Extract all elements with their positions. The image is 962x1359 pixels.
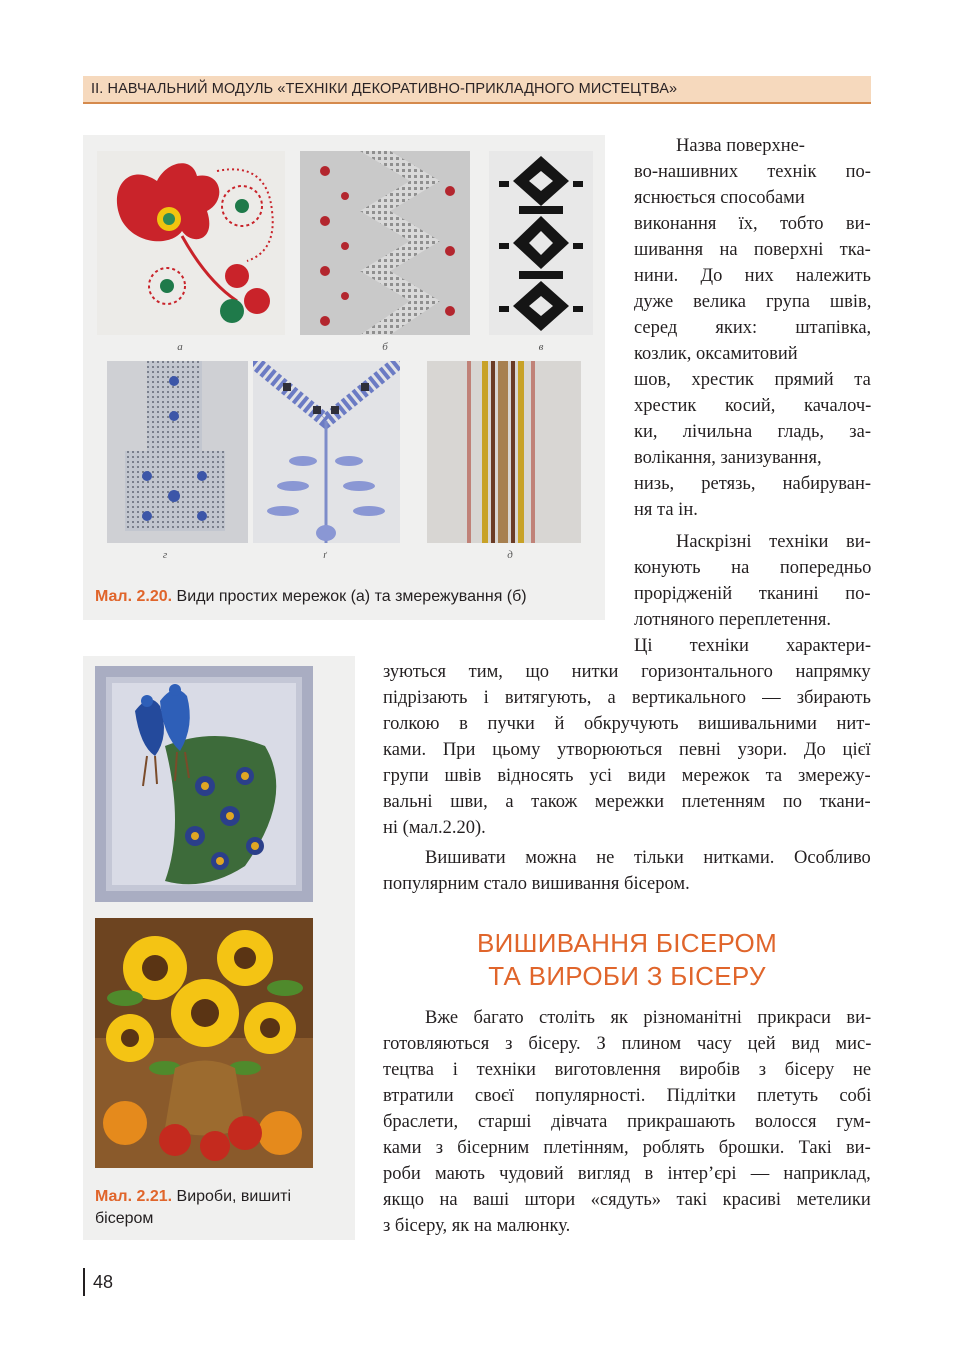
beadwork-peacock-image	[95, 666, 313, 902]
figure-2-20	[83, 135, 605, 620]
page-number: 48	[83, 1268, 113, 1296]
panel-label-e: ґ	[323, 549, 327, 561]
section-heading-line2: ТА ВИРОБИ З БІСЕРУ	[488, 961, 766, 991]
figure-2-20-label: Мал. 2.20.	[95, 588, 173, 605]
section-heading-line1: ВИШИВАННЯ БІСЕРОМ	[476, 928, 778, 958]
text-line: хрестик косий, качалоч-	[634, 396, 872, 416]
text-line: низь, ретязь, набируван-	[634, 474, 872, 494]
embroidery-image-d	[107, 361, 248, 543]
text-line: підрізають і витягують, а вертикального — збирають	[383, 688, 871, 708]
text-line: проріджeній тканині по-	[634, 584, 871, 604]
figure-2-21-caption	[95, 1186, 345, 1230]
text-line: виконання їх, тобто ви-	[634, 214, 871, 234]
text-line: тецтва і техніки виготовлення виробів з бісеру не	[383, 1060, 872, 1080]
text-line: волікання, занизування,	[634, 448, 822, 468]
figure-2-20-caption-text: Види простих мережок (а) та змережування (б)	[176, 588, 527, 605]
text-line: конують на попередньо	[634, 558, 872, 578]
text-line: з бісеру, як на малюнку.	[383, 1216, 571, 1236]
text-line: голкою в пучки й обкручують вишивальними нит-	[383, 714, 871, 734]
text-line: готовляються з бісеру. З плином часу цей вид мис-	[383, 1034, 872, 1054]
figure-2-21-label: Мал. 2.21.	[95, 1188, 173, 1205]
embroidery-image-f	[427, 361, 581, 543]
text-line: Наскрізні техніки ви-	[676, 532, 871, 552]
panel-label-a: а	[177, 341, 183, 353]
text-line: групи швів відносять усі види мережок та змережу-	[383, 766, 871, 786]
text-line: шов, хрестик прямий та	[634, 370, 871, 390]
text-line: ки, лічильна гладь, за-	[634, 422, 871, 442]
text-line: шивання на поверхні тка-	[634, 240, 871, 260]
panel-label-c: в	[538, 341, 544, 353]
embroidery-image-b	[300, 151, 470, 335]
text-line: ня та ін.	[634, 500, 698, 520]
figure-2-21-caption-line1: Вироби, вишиті	[176, 1188, 292, 1205]
text-line: козлик, оксамитовий	[634, 344, 798, 364]
text-line: серед яких: штапівка,	[634, 318, 872, 338]
text-line: браслети, старші дівчата прикрашають волосся гум-	[383, 1112, 871, 1132]
embroidery-image-e	[253, 361, 400, 543]
text-line: дуже велика група швів,	[634, 292, 872, 312]
text-line: нини. До них належить	[634, 266, 871, 286]
panel-label-b: б	[382, 341, 388, 353]
text-line: популярним стало вишивання бісером.	[383, 874, 690, 894]
chapter-header	[83, 76, 871, 104]
panel-label-d: г	[162, 549, 168, 561]
text-line: втратили своєї популярності. Підлітки плетуть собі	[383, 1086, 872, 1106]
text-line: роби мають чудовий вигляд в інтер’єрі — наприклад,	[383, 1164, 871, 1184]
text-line: вальні шви, а також мережки плетенням по ткани-	[383, 792, 871, 812]
panel-label-f: д	[507, 549, 513, 561]
text-line: во-нашивних технік по-	[634, 162, 871, 182]
text-line: Назва поверхне-	[676, 136, 805, 156]
figure-2-20-caption	[95, 586, 527, 608]
chapter-title: II. НАВЧАЛЬНИЙ МОДУЛЬ «ТЕХНІКИ ДЕКОРАТИВНО-ПРИКЛАДНОГО МИСТЕЦТВА»	[91, 81, 678, 97]
figure-2-21	[83, 656, 355, 1240]
embroidery-image-c	[489, 151, 593, 335]
text-line: ками. При цьому утворюються певні узори. До цієї	[383, 740, 871, 760]
text-line: ками з бісерним плетінням, роблять брошки. Такі ви-	[383, 1138, 871, 1158]
text-line: ні (мал.2.20).	[383, 818, 486, 838]
text-line: Ці техніки характери-	[634, 636, 872, 656]
text-line: зуються тим, що нитки горизонтального напрямку	[383, 662, 871, 682]
text-line: Вже багато століть як різноманітні прикраси ви-	[425, 1008, 872, 1028]
text-line: якщо на ваші штори «сядуть» такі красиві метелики	[383, 1190, 871, 1210]
text-line: яснюється способами	[634, 188, 805, 208]
embroidery-image-a	[97, 151, 285, 335]
beadwork-sunflower-image	[95, 918, 313, 1168]
figure-2-21-caption-line2: бісером	[95, 1210, 154, 1227]
text-line: лотняного переплетення.	[634, 610, 832, 630]
text-line: Вишивати можна не тільки нитками. Особливо	[425, 848, 871, 868]
